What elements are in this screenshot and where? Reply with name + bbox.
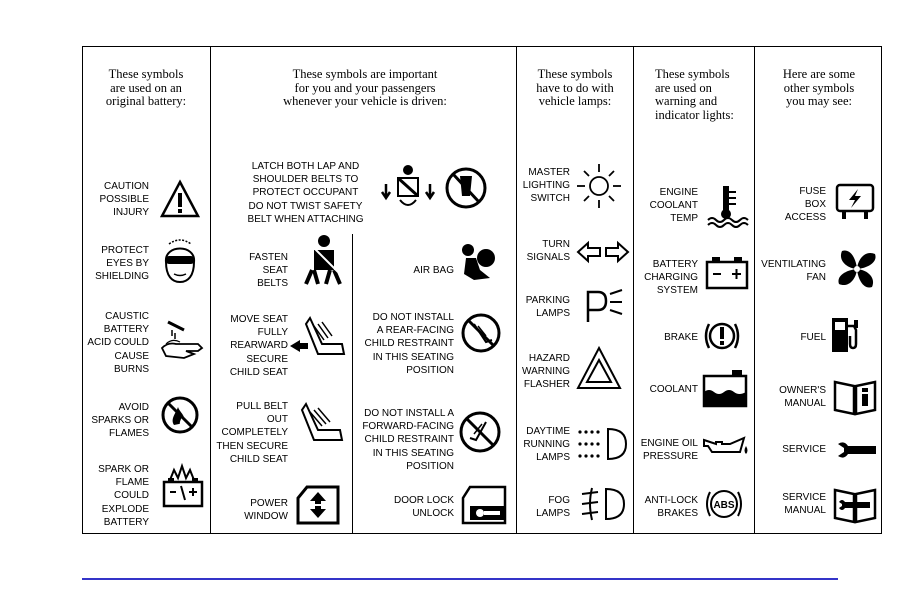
column-divider [633,46,634,534]
lamp-item-label: HAZARD WARNING FLASHER [522,353,570,391]
fuel-icon [828,314,862,354]
fan-icon [834,246,880,292]
lamp-item-label: MASTER LIGHTING SWITCH [522,167,570,205]
parking-lamps-icon [584,288,624,324]
wrench-icon [836,440,878,460]
passenger-item-label: MOVE SEAT FULLY REARWARD SECURE CHILD SEAT [229,314,288,378]
no-forward-facing-seat-icon [458,410,502,454]
service-manual-icon [832,484,878,524]
other-item-label: SERVICE [782,444,826,455]
battery-item-label: SPARK OR FLAME COULD EXPLODE BATTERY [98,464,149,528]
brake-icon [702,316,742,356]
turn-signal-icon [576,240,630,264]
acid-hand-icon [158,318,204,360]
power-window-icon [295,484,341,526]
header-lamps: These symbols have to do with vehicle lamps: [536,67,614,108]
daytime-running-lamps-icon [574,426,628,462]
passenger-item-label: DO NOT INSTALL A FORWARD-FACING CHILD RESTRAINT IN THIS SEATING POSITION [362,408,454,472]
abs-icon [704,486,744,522]
lamp-item-label: DAYTIME RUNNING LAMPS [523,426,570,464]
other-item-label: OWNER'S MANUAL [779,385,826,410]
warning-item-label: ANTI-LOCK BRAKES [644,495,698,520]
exploding-battery-icon [160,466,206,512]
column-divider [352,234,353,534]
battery-item-label: PROTECT EYES BY SHIELDING [95,245,149,283]
header-passengers: These symbols are important for you and your passengers whenever your vehicle is driven: [283,67,447,108]
lamp-item-label: TURN SIGNALS [526,239,570,264]
warning-item-label: ENGINE COOLANT TEMP [649,187,698,225]
oil-pressure-icon [700,434,750,460]
child-seat-rearward-icon [288,314,348,358]
passenger-item-label: DOOR LOCK UNLOCK [393,495,454,520]
latch-belts-icon [380,162,488,216]
master-lighting-icon [575,162,623,210]
seatbelt-icon [302,234,344,288]
column-divider [516,46,517,534]
other-item-label: FUEL [800,332,826,343]
column-divider [210,46,211,534]
passenger-item-label: DO NOT INSTALL A REAR-FACING CHILD RESTRAINT IN THIS SEATING POSITION [364,312,454,376]
column-divider [754,46,755,534]
other-item-label: FUSE BOX ACCESS [784,186,826,224]
passenger-item-label: PULL BELT OUT COMPLETELY THEN SECURE CHILD SEAT [216,401,288,465]
symbol-chart-frame [82,46,882,534]
footer-rule [82,578,838,580]
warning-item-label: ENGINE OIL PRESSURE [640,438,698,463]
passenger-item-label: POWER WINDOW [244,498,288,523]
no-flame-icon [160,395,200,435]
warning-item-label: BRAKE [664,332,698,343]
passenger-item-label: AIR BAG [413,265,454,276]
battery-charging-icon [704,254,750,290]
no-rear-facing-seat-icon [460,312,502,354]
caution-triangle-icon [160,180,200,218]
passenger-item-label: LATCH BOTH LAP AND SHOULDER BELTS TO PROTECT OCCUPANT DO NOT TWIST SAFETY BELT WHEN ATTACHING [247,161,364,225]
warning-item-label: BATTERY CHARGING SYSTEM [644,259,698,297]
lamp-item-label: PARKING LAMPS [525,295,570,320]
hazard-triangle-icon [576,346,622,390]
owners-manual-icon [832,376,878,416]
header-other: Here are some other symbols you may see: [782,67,856,108]
goggles-face-icon [160,236,200,284]
pull-belt-child-seat-icon [296,400,348,444]
other-item-label: VENTILATING FAN [761,259,826,284]
battery-item-label: CAUSTIC BATTERY ACID COULD CAUSE BURNS [87,311,149,375]
abs-icon-text: ABS [713,500,735,511]
fog-lamps-icon [578,486,626,522]
fuse-box-icon [834,182,876,222]
airbag-icon [460,240,496,284]
header-battery: These symbols are used on an original battery: [105,67,187,108]
other-item-label: SERVICE MANUAL [782,492,826,517]
battery-item-label: AVOID SPARKS OR FLAMES [91,402,149,440]
coolant-temp-icon [706,184,746,228]
coolant-icon [702,368,748,408]
battery-item-label: CAUTION POSSIBLE INJURY [99,181,149,219]
header-warning: These symbols are used on warning and indicator lights: [655,67,734,122]
passenger-item-label: FASTEN SEAT BELTS [249,252,288,290]
door-lock-icon [460,484,508,526]
warning-item-label: COOLANT [649,384,698,395]
lamp-item-label: FOG LAMPS [536,495,570,520]
